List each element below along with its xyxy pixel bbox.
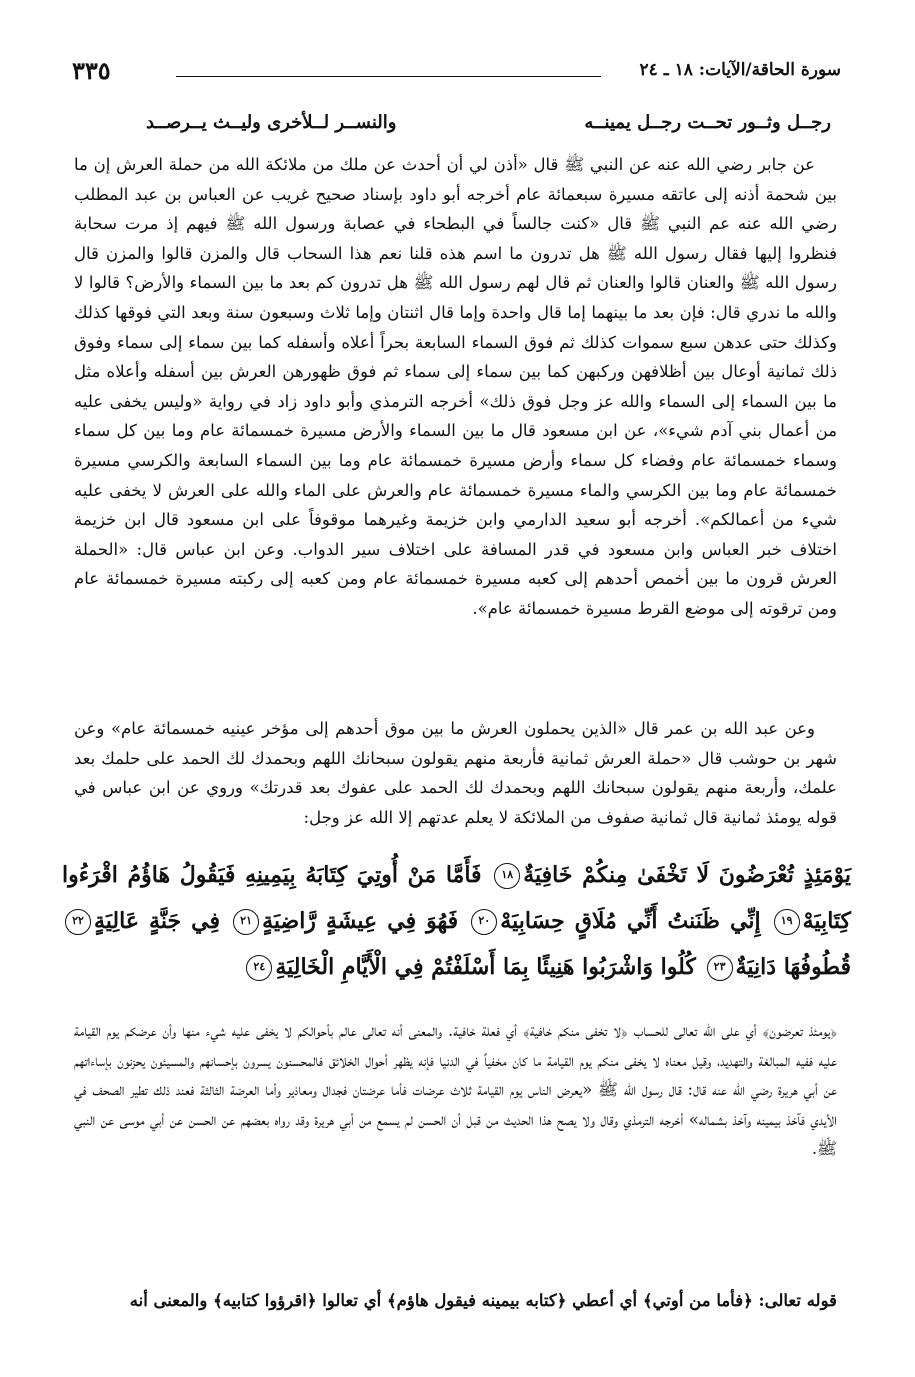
paragraph-text: وعن عبد الله بن عمر قال «الذين يحملون العرش ما بين موق أحدهم إلى مؤخر عينيه خمسمائة عام» وعن شهر بن حوشب قال «حملة العرش ثمانية فأربعة منهم يقولون سبحانك اللهم وبحمدك لك الحمد على حلمك بعد علمك، وأربعة منهم يقولون سبحانك اللهم وبحمدك لك الحمد على عفوك بعد قدرتك» وروي عن ابن عباس في قوله يومئذ ثمانية قال ثمانية صفوف من الملائكة لا يعلم عدتهم إلا الله عز وجل: — [74, 719, 837, 827]
ayah-number-marker: ٢٤ — [246, 955, 272, 981]
ayah-number-marker: ١٨ — [494, 863, 520, 889]
paragraph-next-verse — [74, 1286, 837, 1316]
paragraph-commentary — [74, 1016, 837, 1164]
paragraph-text: قوله تعالى: ﴿فأما من أوتي﴾ أي أعطي ﴿كتابه بيمينه فيقول هاؤم﴾ أي تعالوا ﴿اقرؤوا كتابيه﴾ والمعنى أنه — [129, 1291, 837, 1310]
ayah-text: يَوْمَئِذٍ تُعْرَضُونَ لَا تَخْفَىٰ مِنكُمْ خَافِيَةٌ — [523, 862, 851, 888]
ayah-number-marker: ٢٢ — [65, 909, 91, 935]
ayah-text: قُطُوفُهَا دَانِيَةٌ — [735, 954, 851, 980]
ayah-number-marker: ٢٠ — [471, 909, 497, 935]
paragraph-hadith-throne — [74, 150, 837, 624]
ayah-text: فِي جَنَّةٍ عَالِيَةٍ — [94, 908, 220, 934]
running-title: سورة الحاقة/الآيات: ١٨ ـ ٢٤ — [639, 60, 841, 80]
page-number: ٣٣٥ — [72, 56, 111, 85]
header-rule — [176, 76, 601, 77]
ayah-number-marker: ١٩ — [774, 909, 800, 935]
ayah-text: إِنِّي ظَنَنتُ أَنِّي مُلَاقٍ حِسَابِيَهْ — [500, 908, 761, 934]
ayah-number-marker: ٢٣ — [707, 955, 733, 981]
paragraph-throne-bearers — [74, 714, 837, 832]
page-header — [72, 56, 841, 88]
paragraph-text: عن جابر رضي الله عنه عن النبي ﷺ قال «أذن لي أن أحدث عن ملك من ملائكة الله من حملة العرش إن ما بين شحمة أذنه إلى عاتقه مسيرة سبعمائة عام أخرجه أبو داود بإسناد صحيح غريب عن العباس بن عبد المطلب رضي الله عنه عم النبي ﷺ قال «كنت جالساً في البطحاء في عصابة ورسول الله ﷺ فيهم إذ مرت سحابة فنظروا إليها فقال رسول الله ﷺ هل تدرون ما اسم هذه قلنا نعم هذا السحاب قال والمزن قالوا والمزن قال رسول الله ﷺ والعنان قالوا والعنان ثم قال لهم رسول الله ﷺ هل تدرون كم بعد ما بين السماء والأرض؟ قالوا لا والله ما ندري قال: فإن بعد ما بينهما إما قال واحدة وإما قال اثنتان وإما ثلاث وسبعون سنة وبعد التي فوقها كذلك وكذلك حتى عدهن سبع سموات كذلك ثم فوق السماء السابعة بحراً أعلاه وأسفله كما بين سماء إلى سماء وفوق ذلك ثمانية أوعال بين أظلافهن وركبهن كما بين سماء إلى سماء ثم فوق ظهورهن العرش بين أسفله وأعلاه مثل ما بين السماء إلى السماء والله عز وجل فوق ذلك» أخرجه الترمذي وأبو داود زاد في رواية «وليس يخفى عليه من أعمال بني آدم شيء»، عن ابن مسعود قال ما بين السماء والأرض مسيرة خمسمائة عام وما بين كل سماء وسماء خمسمائة عام وفضاء كل سماء وأرض مسيرة خمسمائة عام وما بين السماء السابعة والكرسي مسيرة خمسمائة عام وما بين الكرسي والماء مسيرة خمسمائة عام والعرش على الماء والله على العرش لا يخفى عليه شيء من أعمالكم». أخرجه أبو سعيد الدارمي وابن خزيمة وغيرهما موقوفاً على ابن مسعود قال ابن خزيمة اختلاف خبر العباس وابن مسعود في قدر المسافة على اختلاف سير الدواب. وعن ابن عباس قال: «الحملة العرش قرون ما بين أخمص أحدهم إلى كعبه مسيرة خمسمائة عام ومن كعبه إلى ركبته مسيرة خمسمائة عام ومن ترقوته إلى موضع القرط مسيرة خمسمائة عام». — [74, 155, 837, 618]
ayah-text: فَأَمَّا مَنْ أُوتِيَ كِتَابَهُ بِيَمِينِهِ فَيَقُولُ هَاؤُمُ اقْرَءُوا كِتَابِيَهْ — [62, 862, 852, 934]
paragraph-text: ﴿يومئذ تعرضون﴾ أي على الله تعالى للحساب ﴿لا تخفى منكم خافية﴾ أي فعلة خافية. والمعنى أنه تعالى عالم بأحوالكم لا يخفى عليه شيء منها وأن عرضكم يوم القيامة عليه ففيه المبالغة والتهديد، وقيل معناه لا يخفى منكم يوم القيامة ما كان مخفياً في الدنيا فإنه يظهر أحوال الخلائق فالمحسنون يسرون بإحسانهم والمسيئون يحزنون بإساءاتهم عن أبي هريرة رضي الله عنه قال: قال رسول الله ﷺ «يعرض الناس يوم القيامة ثلاث عرضات فأما عرضتان فجدال ومعاذير وأما العرضة الثالثة فعند ذلك تطير الصحف في الأيدي فآخذ بيمينه وآخذ بشماله» أخرجه الترمذي وقال ولا يصح هذا الحديث من قبل أن الحسن لم يسمع من أبي هريرة وقد رواه بعضهم عن الحسن عن أبي موسى عن النبي ﷺ. — [74, 1021, 837, 1159]
quran-verses — [62, 852, 851, 988]
poetry-couplet — [80, 112, 831, 142]
ayah-text: فَهُوَ فِي عِيشَةٍ رَّاضِيَةٍ — [262, 908, 459, 934]
ayah-number-marker: ٢١ — [233, 909, 259, 935]
ayah-text: كُلُوا وَاشْرَبُوا هَنِيئًا بِمَا أَسْلَفْتُمْ فِي الْأَيَّامِ الْخَالِيَةِ — [275, 954, 696, 980]
couplet-second-hemistich: والنســر لــلأخرى وليــث يــرصــد — [146, 112, 397, 133]
couplet-first-hemistich: رجــل وثــور تحــت رجــل يمينــه — [584, 112, 831, 133]
